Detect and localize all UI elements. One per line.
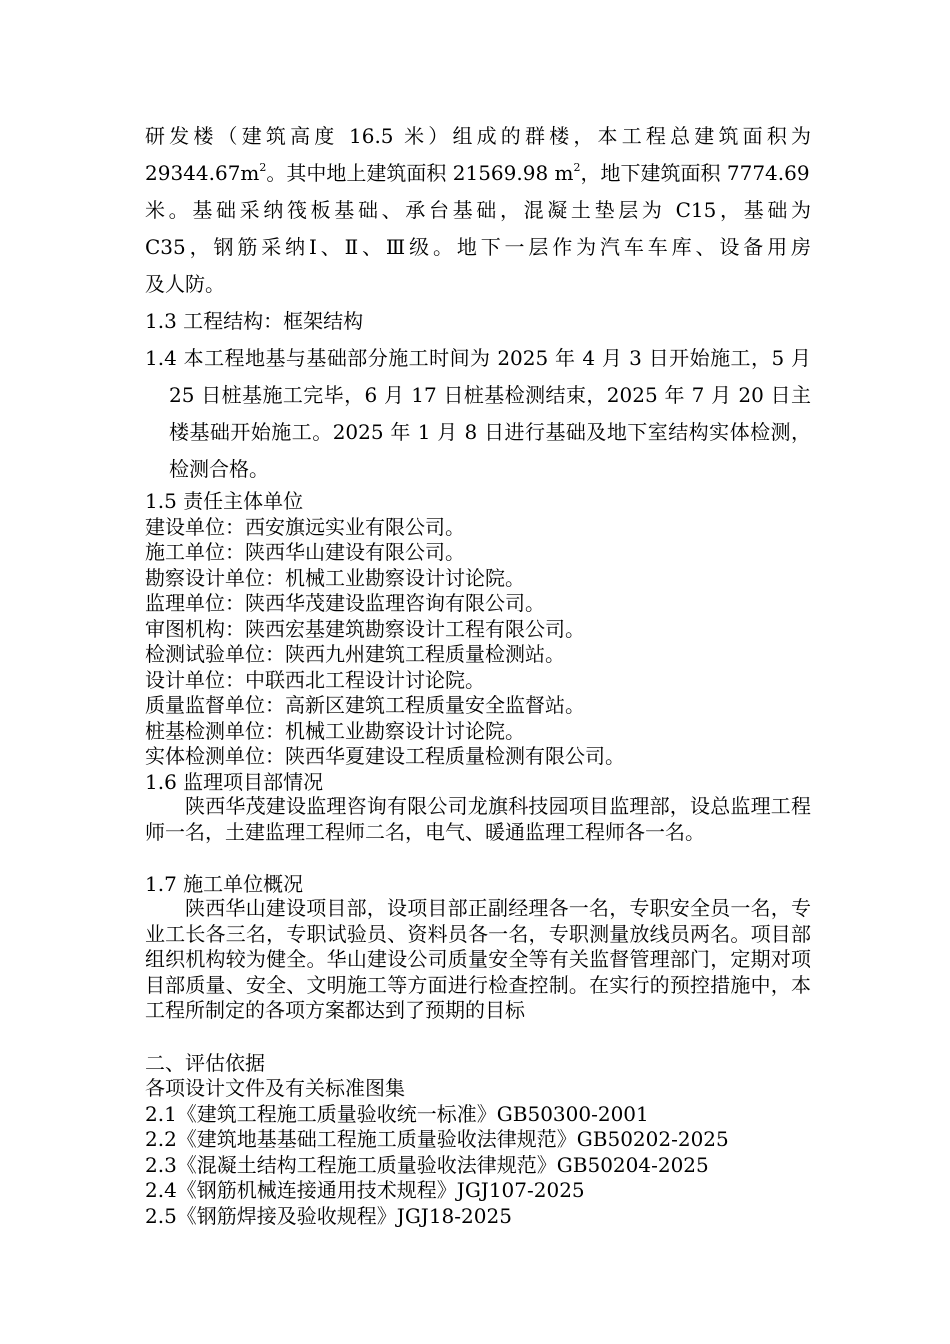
standard-item: 2.5《钢筋焊接及验收规程》JGJ18-2025 — [145, 1204, 512, 1228]
area-below-ground: ，地下建筑面积 7774.69 — [580, 161, 810, 185]
unit-item: 监理单位：陕西华茂建设监理咨询有限公司。 — [145, 591, 545, 615]
section-2-heading: 二、评估依据 — [145, 1051, 265, 1075]
section-2-intro: 各项设计文件及有关标准图集 — [145, 1076, 405, 1100]
intro-line-4: C35，钢筋采纳Ⅰ、Ⅱ、Ⅲ级。地下一层作为汽车车库、设备用房 — [145, 235, 811, 259]
unit-item: 勘察设计单位：机械工业勘察设计讨论院。 — [145, 566, 525, 590]
section-1-5-heading: 1.5 责任主体单位 — [145, 489, 304, 513]
unit-item: 审图机构：陕西宏基建筑勘察设计工程有限公司。 — [145, 617, 585, 641]
unit-item: 施工单位：陕西华山建设有限公司。 — [145, 540, 465, 564]
intro-line-5: 及人防。 — [145, 272, 225, 296]
standard-item: 2.4《钢筋机械连接通用技术规程》JGJ107-2025 — [145, 1178, 585, 1202]
superscript: 2 — [573, 161, 581, 174]
unit-item: 建设单位：西安旗远实业有限公司。 — [145, 515, 465, 539]
unit-item: 检测试验单位：陕西九州建筑工程质量检测站。 — [145, 642, 565, 666]
section-1-7-heading: 1.7 施工单位概况 — [145, 872, 304, 896]
standard-item: 2.1《建筑工程施工质量验收统一标准》GB50300-2001 — [145, 1102, 649, 1126]
unit-item: 质量监督单位：高新区建筑工程质量安全监督站。 — [145, 693, 585, 717]
standard-item: 2.3《混凝土结构工程施工质量验收法律规范》GB50204-2025 — [145, 1153, 709, 1177]
unit-item: 桩基检测单位：机械工业勘察设计讨论院。 — [145, 719, 525, 743]
unit-item: 实体检测单位：陕西华夏建设工程质量检测有限公司。 — [145, 744, 625, 768]
section-1-6-heading: 1.6 监理项目部情况 — [145, 770, 324, 794]
intro-line-2 — [145, 155, 811, 192]
area-above-ground: 。其中地上建筑面积 21569.98 m — [266, 161, 574, 185]
intro-line-1: 研发楼（建筑高度 16.5 米）组成的群楼，本工程总建筑面积为 — [145, 124, 811, 148]
unit-item: 设计单位：中联西北工程设计讨论院。 — [145, 668, 485, 692]
section-1-3: 1.3 工程结构：框架结构 — [145, 309, 364, 333]
section-1-4: 1.4 本工程地基与基础部分施工时间为 2025 年 4 月 3 日开始施工，5 月 25 日桩基施工完毕，6 月 17 日桩基检测结束，2025 年 7 月 20 日主楼基础开始施工。2025 年 1 月 8 日进行基础及地下室结构实体检测，检测合格。 — [145, 346, 811, 481]
section-1-6-body: 陕西华茂建设监理咨询有限公司龙旗科技园项目监理部，设总监理工程师一名，土建监理工程师二名，电气、暖通监理工程师各一名。 — [145, 794, 811, 844]
intro-line-3: 米。基础采纳筏板基础、承台基础，混凝土垫层为 C15，基础为 — [145, 198, 811, 222]
superscript: 2 — [259, 161, 267, 174]
area-total: 29344.67m — [145, 161, 260, 185]
section-1-7-body: 陕西华山建设项目部，设项目部正副经理各一名，专职安全员一名，专业工长各三名，专职试验员、资料员各一名，专职测量放线员两名。项目部组织机构较为健全。华山建设公司质量安全等有关监督管理部门，定期对项目部质量、安全、文明施工等方面进行检查控制。在实行的预控措施中，本工程所制定的各项方案都达到了预期的目标 — [145, 896, 811, 1022]
standard-item: 2.2《建筑地基基础工程施工质量验收法律规范》GB50202-2025 — [145, 1127, 729, 1151]
